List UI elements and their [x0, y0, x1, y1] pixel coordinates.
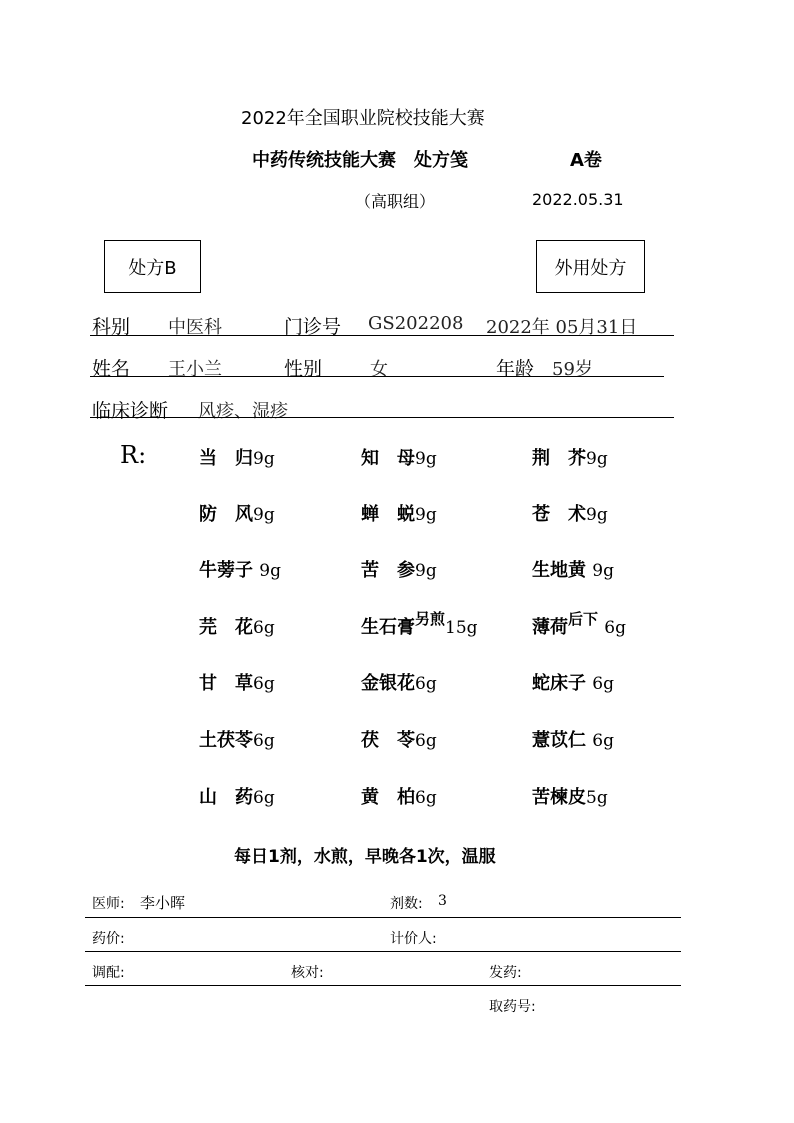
dispense-label: 调配:: [92, 965, 125, 981]
herb-item: 当 归9g: [199, 448, 275, 469]
name-label: 姓名: [92, 358, 131, 380]
herb-item: 防 风9g: [199, 504, 275, 525]
divider-line: [90, 417, 674, 418]
herb-item: 蝉 蜕9g: [361, 504, 437, 525]
diagnosis-label: 临床诊断: [92, 400, 169, 422]
divider-line: [90, 335, 674, 336]
pickup-number-label: 取药号:: [489, 999, 536, 1015]
group-label: （高职组）: [355, 192, 436, 211]
external-use-label: 外用处方: [554, 257, 627, 279]
herb-item: 甘 草6g: [199, 673, 275, 694]
gender-label: 性别: [284, 358, 323, 380]
herb-note: 后下: [568, 610, 599, 628]
clinic-number-value: GS202208: [368, 313, 464, 334]
age-label: 年龄: [496, 358, 535, 380]
herb-item: 山 药6g: [199, 787, 275, 808]
pricer-label: 计价人:: [390, 931, 437, 947]
dept-value: 中医科: [168, 317, 222, 338]
price-label: 药价:: [92, 931, 125, 947]
doses-value: 3: [438, 893, 447, 909]
divider-line: [90, 376, 664, 377]
herb-item: 苍 术9g: [532, 504, 608, 525]
external-use-box: [536, 240, 645, 293]
herb-item: 芫 花6g: [199, 617, 275, 638]
issue-label: 发药:: [489, 965, 522, 981]
header-date: 2022.05.31: [532, 190, 624, 209]
divider-line: [85, 951, 681, 952]
check-label: 核对:: [291, 965, 324, 981]
herb-item: 蛇床子 6g: [532, 673, 614, 694]
usage-instructions: 每日1剂，水煎，早晚各1次，温服: [234, 847, 496, 867]
herb-item: 生石膏$^{另煎}$15g: [361, 610, 478, 638]
age-value: 59岁: [552, 359, 593, 380]
herb-item: 薏苡仁 6g: [532, 730, 614, 751]
visit-date: 2022年 05月31日: [486, 317, 638, 338]
herb-item: 土茯苓6g: [199, 730, 275, 751]
rx-symbol: R:: [120, 441, 147, 469]
doses-label: 剂数:: [390, 896, 423, 912]
paper-label: A卷: [570, 150, 602, 171]
herb-note: 另煎: [415, 610, 446, 628]
prescription-type-label: 处方B: [128, 257, 177, 279]
doctor-label: 医师:: [92, 896, 125, 912]
clinic-number-label: 门诊号: [284, 316, 342, 338]
herb-item: 茯 苓6g: [361, 730, 437, 751]
herb-item: 黄 柏6g: [361, 787, 437, 808]
diagnosis-value: 风疹、湿疹: [198, 401, 288, 422]
herb-item: 苦 参9g: [361, 560, 437, 581]
herb-item: 苦楝皮5g: [532, 787, 608, 808]
contest-title: 2022年全国职业院校技能大赛: [241, 108, 485, 129]
herb-item: 薄荷$^{后下}$ 6g: [532, 610, 626, 638]
herb-item: 生地黄 9g: [532, 560, 614, 581]
gender-value: 女: [370, 359, 388, 380]
doctor-value: 李小晖: [140, 894, 186, 912]
herb-item: 牛蒡子 9g: [199, 560, 281, 581]
herb-item: 知 母9g: [361, 448, 437, 469]
herb-item: 荆 芥9g: [532, 448, 608, 469]
herb-item: 金银花6g: [361, 673, 437, 694]
dept-label: 科别: [92, 316, 131, 338]
prescription-type-box: [104, 240, 201, 293]
prescription-title: 中药传统技能大赛 处方笺: [252, 150, 468, 171]
name-value: 王小兰: [168, 359, 222, 380]
divider-line: [85, 917, 681, 918]
divider-line: [85, 985, 681, 986]
